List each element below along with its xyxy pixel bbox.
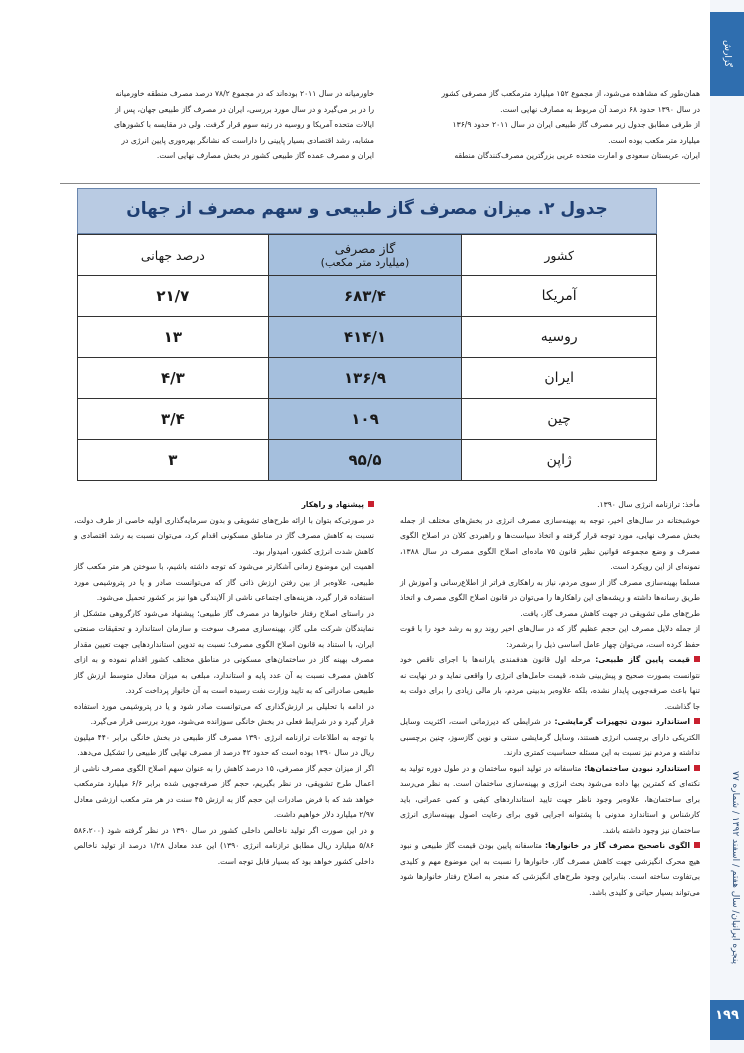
cell-share: ۳/۴: [78, 399, 269, 440]
paragraph-text: متاسفانه در تولید انبوه ساختمان و در طول دوره تولید به نکته‌ای که کمترین بها داده می‌شود بحث انرژی و بهینه‌سازی ساختمان است. به نظر می‌رسد برای ساختمان‌ها، علاوه‌بر وجود ناظر جهت تایید استانداردهای کیفی و کمی عمرانی، باید کارشناس و استاندارد مدونی با پشتوانه اجرایی قوی برای رعایت اصول بهینه‌سازی انرژی ساختمان نیز وجود داشته باشد.: [400, 763, 700, 835]
text-line: در سال ۱۳۹۰ حدود ۶۸ درصد آن مربوط به مصارف نهایی است.: [500, 104, 700, 114]
table-title: جدول ۲. میزان مصرف گاز طبیعی و سهم مصرف از جهان: [126, 199, 608, 219]
header-consumption-unit: (میلیارد متر مکعب): [320, 256, 410, 269]
text-line: میلیارد متر مکعب بوده است.: [608, 135, 700, 145]
paragraph: در راستای اصلاح رفتار خانوارها در مصرف گاز طبیعی؛ پیشنهاد می‌شود کارگروهی متشکل از نمایندگان شرکت ملی گاز، بهینه‌سازی مصرف سوخت و سازمان استاندارد و تحقیقات صنعتی ایران، با استناد به قانون اصلاح الگوی مصرف؛ نسبت به تدوین استانداردهایی جهت تعیین مقدار مصرف بهینه گاز در ساختمان‌های مسکونی در مناطق مختلف کشور اقدام نموده و به ازای کاهش مصرف نسبت به آن عدد پایه و استاندارد، مبلغی به میزان معادل متوسط ارزش گاز طبیعی صادراتی که به تایید وزارت نفت رسیده است به آن خانوار پرداخت کردد.: [74, 608, 374, 695]
text-line: خاورمیانه در سال ۲۰۱۱ بوده‌اند که در مجموع ۷۸/۲ درصد مصرف منطقه خاورمیانه: [115, 89, 374, 98]
table-row: [78, 276, 657, 317]
top-left-column: [74, 86, 374, 164]
cell-share: ۳: [78, 440, 269, 481]
section-tab-label: گزارش: [722, 40, 732, 68]
subheading: قیمت پایین گاز طبیعی:: [595, 655, 690, 664]
text-line: را در بر می‌گیرد و در سال مورد بررسی، ایران در مصرف گاز طبیعی جهان، پس از: [115, 104, 374, 114]
paragraph: اگر از میزان حجم گاز مصرفی، ۱۵ درصد کاهش را به عنوان سهم اصلاح الگوی مصرف ناشی از اعمال طرح تشویقی، در نظر بگیریم، حجم گاز صرفه‌جویی شده برابر ۶/۶ میلیارد مترمکعب خواهد شد که با فرض صادرات این حجم گاز به ارزش ۴۵ سنت در هر متر مکعب ارزشی معادل ۲/۹۷ میلیارد دلار خواهیم داشت.: [74, 763, 374, 819]
cell-country: چین: [462, 399, 657, 440]
journal-issue-label: پنجره ایرانیان/ سال هفتم / اسفند ۱۳۹۲ / شماره ۷۷: [730, 771, 740, 965]
text-line: ایران، عربستان سعودی و امارت متحده عربی بزرگترین مصرف‌کنندگان منطقه: [454, 151, 700, 160]
table-row: [78, 317, 657, 358]
bullet-marker: [368, 501, 374, 507]
paragraph: [400, 761, 700, 839]
page-number: ۱۹۹: [715, 1008, 739, 1023]
paragraph: خوشبختانه در سال‌های اخیر، توجه به بهینه‌سازی مصرف انرژی در بخش‌های مختلف از جمله بخش مصرف نهایی، مورد توجه قرار گرفته و اتخاذ سیاست‌ها و راهبردی کلان در اصلاح الگوی مصرف و وضع مجموعه قوانین نظیر قانون ۷۵ ماده‌ای اصلاح الگوی مصرف در سال ۱۳۸۸، نمونه‌ای از این رویکرد است.: [400, 515, 700, 571]
paragraph-text: متاسفانه پایین بودن قیمت گاز طبیعی و نبود هیچ محرک انگیزشی جهت کاهش مصرف گاز، خانوارها را نسبت به این موضوع مهم و کلیدی بی‌تفاوت ساخته است. بنابراین وجود طرح‌های انگیزشی که منجر به اصلاح رفتار خانوارها شود می‌تواند بسیار حیاتی و کلیدی باشد.: [400, 841, 700, 897]
text-line: ایران و مصرف عمده گاز طبیعی کشور در بخش مصارف نهایی است.: [156, 151, 374, 160]
bottom-right-column: [400, 497, 700, 900]
cell-consumption: ۶۸۳/۴: [268, 276, 462, 317]
paragraph: با توجه به اطلاعات ترازنامه انرژی ۱۳۹۰ مصرف گاز طبیعی در بخش خانگی برابر ۴۴۰ میلیون ریال در سال ۱۳۹۰ بوده است که حدود ۴۲ درصد از مصرف نهایی گاز طبیعی را تشکیل می‌دهد.: [74, 732, 375, 757]
section-heading-line: [74, 497, 374, 513]
paragraph: از جمله دلایل مصرف این حجم عظیم گاز که در سال‌های اخیر روند رو به رشد خود را با قوت حفظ کرده است، می‌توان چهار عامل اساسی ذیل را برشمرد:: [400, 624, 700, 649]
paragraph-text: مرحله اول قانون هدفمندی یارانه‌ها با اجرای ناقص خود نتوانست بصورت صحیح و پیش‌بینی شده، قیمت حامل‌های انرژی را واقعی نماید و در نهایت نه تنها باعث صرفه‌جویی پایدار نشده، بلکه علاوه‌بر بدبینی مردم، بار مالی زیادی را برای دولت به جا گذاشت.: [400, 655, 700, 711]
cell-consumption: ۹۵/۵: [268, 440, 462, 481]
table-source: مأخذ: ترازنامه انرژی سال ۱۳۹۰.: [597, 500, 700, 509]
cell-country: روسیه: [462, 317, 657, 358]
text-line: مشابه، رشد اقتصادی بسیار پایینی را داراست که نشانگر بهره‌وری پایین انرژی در: [121, 135, 374, 145]
paragraph: اهمیت این موضوع زمانی آشکارتر می‌شود که توجه داشته باشیم، با سوختن هر متر مکعب گاز طبیعی، علاوه‌بر از بین رفتن ارزش ذاتی گاز که می‌توانست صادر و یا در پتروشیمی مورد استفاده قرار گیرد، هزینه‌های اجتماعی ناشی از آلایندگی هوا نیز بر کشور تحمیل می‌شود.: [74, 562, 374, 602]
cell-share: ۴/۳: [78, 358, 269, 399]
cell-consumption: ۱۰۹: [268, 399, 462, 440]
cell-country: آمریکا: [462, 276, 657, 317]
header-country: کشور: [462, 235, 657, 276]
header-consumption-label: گاز مصرفی: [334, 241, 396, 256]
subheading: الگوی ناصحیح مصرف گاز در خانوارها:: [545, 841, 690, 850]
cell-country: ایران: [462, 358, 657, 399]
paragraph: در صورتی‌که بتوان با ارائه طرح‌های تشویقی و بدون سرمایه‌گذاری اولیه خاصی از طرف دولت، نسبت به کاهش مصرف گاز در مناطق مسکونی اقدام کرد، می‌توان نسبت به رشد اقتصادی و کاهش شدت انرژی کشور، امیدوار بود.: [74, 515, 374, 556]
cell-consumption: ۴۱۴/۱: [268, 317, 462, 358]
bullet-marker: [694, 842, 700, 848]
cell-country: ژاپن: [462, 440, 657, 481]
text-line: همان‌طور که مشاهده می‌شود، از مجموع ۱۵۲ میلیارد مترمکعب گاز مصرفی کشور: [441, 89, 700, 98]
divider: [60, 183, 700, 184]
subheading: استاندارد نبودن ساختمان‌ها:: [584, 763, 690, 773]
header-consumption: [268, 235, 462, 276]
top-right-column: [400, 86, 700, 164]
paragraph: و در این صورت اگر تولید ناخالص داخلی کشور در سال ۱۳۹۰ در نظر گرفته شود (۵۸۶،۲۰۰ ۵/۸۶ میلیارد ریال مطابق ترازنامه انرژی ۱۳۹۰) این عدد معادل ۱/۲۸ درصد از تولید ناخالص داخلی کشور خواهد بود که بسیار قابل توجه است.: [74, 825, 374, 866]
paragraph-text: در شرایطی که دیرزمانی است، اکثریت وسایل الکتریکی دارای برچسب انرژی هستند، وسایل گرمایشی سنتی و نوین گازسوز، چنین برچسبی نداشته و مردم نیز نسبت به این مسئله حساسیت کمتری دارند.: [400, 717, 700, 757]
table-row: [78, 358, 657, 399]
section-heading: پیشنهاد و راهکار: [301, 500, 364, 509]
paragraph: [400, 652, 700, 714]
header-share: درصد جهانی: [78, 235, 269, 276]
subheading: استاندارد نبودن تجهیزات گرمایشی:: [554, 717, 691, 726]
paragraph: در ادامه با تحلیلی بر ارزش‌گذاری که می‌توانست صادر شود و یا در پتروشیمی مورد استفاده قرار گیرد و در شرایط فعلی در بخش خانگی سوزانده می‌شود، مورد بررسی قرار می‌گیرد.: [74, 701, 374, 726]
paragraph: مسلما بهینه‌سازی مصرف گاز از سوی مردم، نیاز به راهکاری فراتر از اطلاع‌رسانی و آموزش از طریق رسانه‌ها داشته و ریشه‌های این راهکارها را می‌توان در قانون اصلاح الگوی مصرف و اتخاذ طرح‌های ملی تشویقی در جهت کاهش مصرف گاز، یافت.: [400, 577, 700, 618]
cell-share: ۱۳: [78, 317, 269, 358]
bullet-marker: [694, 656, 700, 662]
bottom-left-column: [74, 497, 374, 869]
text-line: از طرفی مطابق جدول زیر مصرف گاز طبیعی ایران در سال ۲۰۱۱ حدود ۱۳۶/۹: [452, 120, 700, 129]
gas-consumption-table: [77, 234, 657, 481]
text-line: ایالات متحده آمریکا و روسیه در رتبه سوم قرار گرفت. ولی در مقایسه با کشورهای: [113, 120, 374, 129]
table-row: [78, 440, 657, 481]
bullet-marker: [694, 765, 700, 771]
table-row: [78, 399, 657, 440]
cell-share: ۲۱/۷: [78, 276, 269, 317]
paragraph: [400, 714, 700, 761]
paragraph: [400, 838, 700, 900]
bullet-marker: [694, 718, 700, 724]
cell-consumption: ۱۳۶/۹: [268, 358, 462, 399]
